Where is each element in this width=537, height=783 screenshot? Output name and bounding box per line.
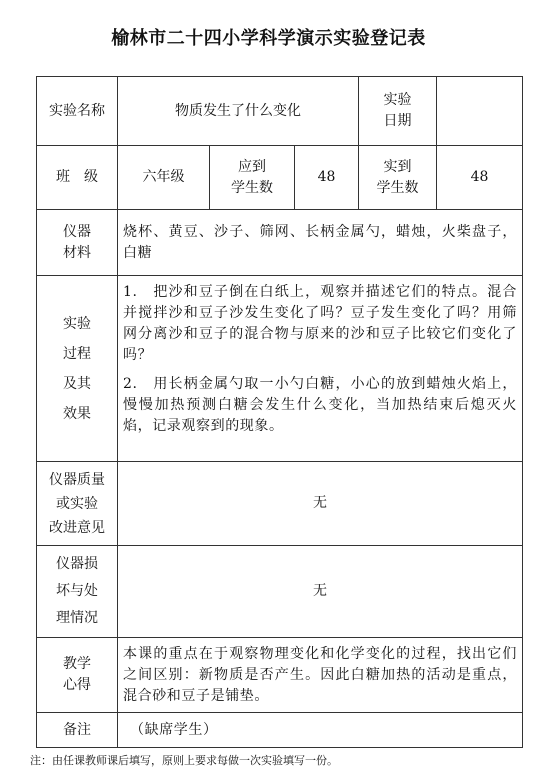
process-value[interactable]: [118, 276, 523, 462]
label-damage-line2: 坏与处: [56, 583, 98, 599]
registration-form-table: [36, 76, 523, 748]
label-process-line4: 效果: [63, 405, 91, 422]
label-remarks: 备注: [37, 713, 118, 748]
row-process: [37, 276, 523, 462]
materials-value[interactable]: 烧杯、黄豆、沙子、筛网、长柄金属勺，蜡烛，火柴盘子，白糖: [118, 210, 523, 276]
footnote: 注：由任课教师课后填写，原则上要求每做一次实验填写一份。: [30, 754, 338, 767]
label-actual-students: [359, 146, 437, 210]
label-expected-students-line2: 学生数: [231, 179, 273, 196]
label-expected-students: [210, 146, 295, 210]
label-damage: [37, 546, 118, 638]
label-class: 班 级: [37, 146, 118, 210]
label-reflection: [37, 638, 118, 713]
row-quality: [37, 462, 523, 546]
label-experiment-date-line1: 实验: [383, 92, 412, 108]
row-materials: [37, 210, 523, 276]
row-class: [37, 146, 523, 210]
label-quality-line3: 改进意见: [49, 519, 105, 536]
label-experiment-name: 实验名称: [37, 77, 118, 146]
label-materials-line1: 仪器: [63, 223, 91, 240]
actual-students-value[interactable]: 48: [437, 146, 523, 210]
label-actual-students-line2: 学生数: [376, 179, 419, 196]
row-reflection: [37, 638, 523, 713]
experiment-name-value[interactable]: 物质发生了什么变化: [118, 77, 359, 146]
class-value[interactable]: 六年级: [118, 146, 210, 210]
label-quality-line1: 仪器质量: [49, 471, 105, 488]
label-actual-students-line1: 实到: [383, 158, 412, 175]
page-title: 榆林市二十四小学科学演示实验登记表: [111, 28, 426, 49]
row-remarks: [37, 713, 523, 748]
label-damage-line3: 理情况: [56, 610, 98, 626]
quality-value[interactable]: 无: [118, 462, 523, 546]
label-quality: [37, 462, 118, 546]
process-step-1: 1. 把沙和豆子倒在白纸上，观察并描述它们的特点。混合并搅拌沙和豆子沙发生变化了吗？豆子发生变化了吗？用筛网分离沙和豆子的混合物与原来的沙和豆子比较它们变化了吗？: [123, 284, 518, 363]
row-damage: [37, 546, 523, 638]
row-experiment-name: [37, 77, 523, 146]
damage-value[interactable]: 无: [118, 546, 523, 638]
label-process-line3: 及其: [63, 375, 91, 392]
label-reflection-line2: 心得: [63, 677, 91, 693]
remarks-value[interactable]: （缺席学生）: [118, 713, 523, 748]
label-materials: [37, 210, 118, 276]
label-process-line2: 过程: [63, 345, 91, 362]
label-process-line1: 实验: [63, 315, 91, 332]
label-damage-line1: 仪器损: [56, 556, 98, 572]
expected-students-value[interactable]: 48: [295, 146, 359, 210]
reflection-value[interactable]: 本课的重点在于观察物理变化和化学变化的过程，找出它们之间区别：新物质是否产生。因此白糖加热的活动是重点，混合砂和豆子是铺垫。: [118, 638, 523, 713]
label-expected-students-line1: 应到: [238, 158, 266, 175]
process-step-2: 2. 用长柄金属勺取一小勺白糖，小心的放到蜡烛火焰上，慢慢加热预测白糖会发生什么变化，当加热结束后熄灭火焰，记录观察到的现象。: [123, 376, 518, 434]
label-reflection-line1: 教学: [63, 656, 91, 672]
label-materials-line2: 材料: [63, 244, 91, 261]
label-experiment-date-line2: 日期: [383, 113, 412, 129]
label-experiment-date: [359, 77, 437, 146]
label-quality-line2: 或实验: [56, 495, 98, 512]
label-process: [37, 276, 118, 462]
experiment-date-value[interactable]: [437, 77, 523, 146]
